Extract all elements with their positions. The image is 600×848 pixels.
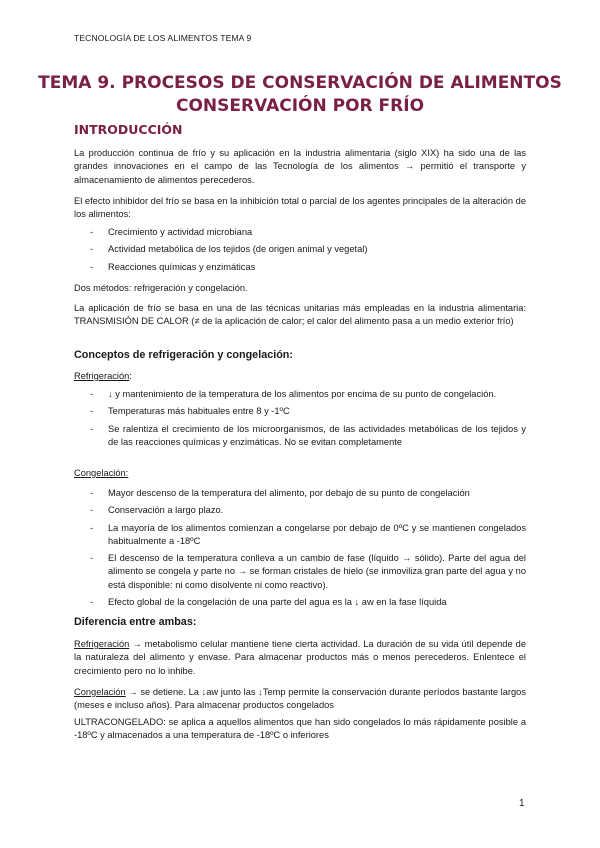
list-item: - Conservación a largo plazo. <box>74 504 526 517</box>
document-title-line2: CONSERVACIÓN POR FRÍO <box>175 96 425 116</box>
concepts-heading: Conceptos de refrigeración y congelación: <box>74 349 293 361</box>
agents-list <box>74 226 526 278</box>
diff-refrigeration-text: → metabolismo celular mantiene tiene cierta actividad. La duración de su vida útil depende de la naturaleza del alimento y envase. Para almacenar productos más o menos perecederos. Enlentece el crecimiento pero no lo inhibe. <box>74 639 526 676</box>
refrigeration-subheading <box>74 370 132 383</box>
list-item: - El descenso de la temperatura conlleva a un cambio de fase (líquido → sólido). Parte del agua del alimento se congela y parte no → se forman cristales de hielo (se inmoviliza gran parte del agua y no está disponible: ni como disolvente ni como reactivo). <box>74 552 526 592</box>
difference-heading: Diferencia entre ambas: <box>74 616 197 628</box>
ultrafreezing-paragraph: ULTRACONGELADO: se aplica a aquellos alimentos que han sido congelados lo más rápidamente posible a -18ºC y almacenados a una temperatura de -18ºC o inferiores <box>74 717 526 741</box>
freezing-subheading: Congelación: <box>74 468 129 478</box>
list-item: - ↓ y mantenimiento de la temperatura de los alimentos por encima de su punto de congelación. <box>74 388 526 401</box>
refrigeration-colon: : <box>129 371 132 381</box>
running-header: TECNOLOGÍA DE LOS ALIMENTOS TEMA 9 <box>74 33 252 43</box>
list-item: - Actividad metabólica de los tejidos (de origen animal y vegetal) <box>74 243 526 256</box>
list-item: - Mayor descenso de la temperatura del alimento, por debajo de su punto de congelación <box>74 487 526 500</box>
page-number: 1 <box>519 798 525 809</box>
list-item: - Se ralentiza el crecimiento de los microorganismos, de las actividades metabólicas de los tejidos y de las reacciones químicas y enzimáticas. No se evitan completamente <box>74 423 526 450</box>
freezing-list <box>74 487 526 613</box>
difference-refrigeration-paragraph <box>74 638 526 678</box>
methods-paragraph: Dos métodos: refrigeración y congelación. <box>74 283 248 293</box>
diff-refrigeration-label: Refrigeración <box>74 639 130 649</box>
intro-heading: INTRODUCCIÓN <box>74 122 183 137</box>
intro-paragraph-2: El efecto inhibidor del frío se basa en la inhibición total o parcial de los agentes principales de la alteración de los alimentos: <box>74 196 526 220</box>
refrigeration-list <box>74 388 526 453</box>
difference-freezing-paragraph <box>74 686 526 713</box>
refrigeration-label: Refrigeración <box>74 371 130 381</box>
list-item: - Efecto global de la congelación de una parte del agua es la ↓ aw en la fase líquida <box>74 596 526 609</box>
list-item: - Crecimiento y actividad microbiana <box>74 226 526 239</box>
intro-paragraph-1: La producción continua de frío y su aplicación en la industria alimentaria (siglo XIX) ha sido una de las grandes innovaciones en el campo de las Tecnología de los alimentos → permitió el transporte y almacenamiento de alimentos perecederos. <box>74 148 526 185</box>
heat-transfer-paragraph: La aplicación de frío se basa en una de las técnicas unitarias más empleadas en la industria alimentaria: TRANSMISIÓN DE CALOR (≠ de la aplicación de calor; el calor del alimento pasa a un medio exterior frío) <box>74 303 526 327</box>
diff-freezing-text: → se detiene. La ↓aw junto las ↓Temp permite la conservación durante períodos bastante largos (meses e incluso años). Para almacenar productos congelados <box>74 687 526 711</box>
list-item: - La mayoría de los alimentos comienzan a congelarse por debajo de 0ºC y se mantienen congelados habitualmente a -18ºC <box>74 522 526 549</box>
diff-freezing-label: Congelación <box>74 687 126 697</box>
list-item: - Temperaturas más habituales entre 8 y -1ºC <box>74 405 526 418</box>
list-item: - Reacciones químicas y enzimáticas <box>74 261 526 274</box>
document-title-line1: TEMA 9. PROCESOS DE CONSERVACIÓN DE ALIMENTOS <box>38 73 562 93</box>
